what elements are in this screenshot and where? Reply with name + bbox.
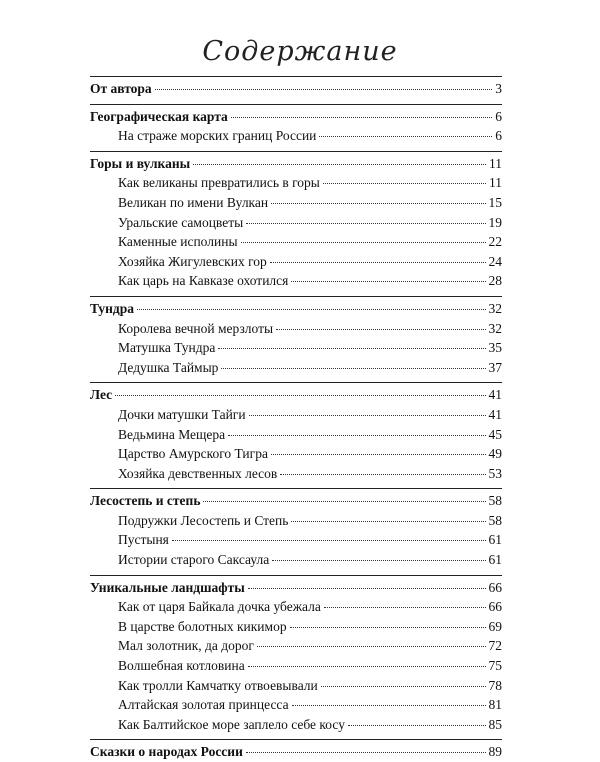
toc-entry-label: Матушка Тундра — [118, 340, 216, 356]
toc-entry — [90, 173, 502, 193]
toc-entry-label: Как царь на Кавказе охотился — [118, 273, 289, 289]
toc-entry-label: Дедушка Таймыр — [118, 359, 219, 375]
toc-entry — [90, 617, 502, 637]
dot-leader — [290, 627, 486, 628]
page-number: 58 — [488, 512, 502, 528]
dot-leader — [272, 560, 485, 561]
toc-entry-label: Каменные исполины — [118, 234, 238, 250]
toc-entry — [90, 252, 502, 272]
toc-entry — [90, 444, 502, 464]
page-title: Содержание — [202, 36, 398, 67]
page-number: 22 — [488, 234, 502, 250]
dot-leader — [348, 725, 486, 726]
toc-section-heading — [90, 107, 502, 127]
dot-leader — [155, 89, 493, 90]
page-number: 66 — [488, 579, 502, 595]
toc-section — [90, 151, 502, 291]
toc-section-heading-label: Уникальные ландшафты — [90, 579, 245, 595]
toc-entry — [90, 213, 502, 233]
toc-entry-label: Алтайская золотая принцесса — [118, 697, 289, 713]
page-number: 81 — [488, 697, 502, 713]
toc-entry — [90, 597, 502, 617]
toc-entry — [90, 656, 502, 676]
dot-leader — [246, 223, 485, 224]
toc-entry — [90, 338, 502, 358]
dot-leader — [193, 164, 486, 165]
dot-leader — [280, 474, 485, 475]
dot-leader — [231, 117, 492, 118]
toc-section — [90, 382, 502, 483]
toc-entry — [90, 319, 502, 339]
toc-section-heading — [90, 299, 502, 319]
toc-section-heading-label: Сказки о народах России — [90, 744, 243, 760]
toc-section-heading-label: Географическая карта — [90, 108, 228, 124]
toc-section — [90, 488, 502, 569]
toc-section — [90, 575, 502, 735]
toc-entry-label: Ведьмина Мещера — [118, 426, 226, 442]
table-of-contents — [90, 76, 502, 762]
toc-entry — [90, 405, 502, 425]
toc-entry — [90, 530, 502, 550]
toc-section — [90, 104, 502, 146]
page-number: 53 — [488, 465, 502, 481]
toc-entry-label: Хозяйка девственных лесов — [118, 465, 278, 481]
toc-section-heading-label: От автора — [90, 81, 152, 96]
dot-leader — [276, 329, 485, 330]
dot-leader — [228, 435, 485, 436]
toc-entry-label: Хозяйка Жигулевских гор — [118, 253, 267, 269]
page-number: 85 — [488, 716, 502, 732]
page-number: 6 — [495, 108, 502, 124]
page-number: 32 — [488, 300, 502, 316]
toc-entry — [90, 425, 502, 445]
page-number: 75 — [488, 658, 502, 674]
toc-section — [90, 739, 502, 762]
toc-section-heading — [90, 491, 502, 511]
toc-entry — [90, 464, 502, 484]
toc-entry-label: Как великаны превратились в горы — [118, 175, 320, 191]
dot-leader — [246, 752, 486, 753]
toc-entry-label: Пустыня — [118, 532, 169, 548]
page-number: 41 — [488, 387, 502, 403]
dot-leader — [241, 242, 486, 243]
toc-entry-label: Волшебная котловина — [118, 658, 245, 674]
dot-leader — [271, 454, 486, 455]
page-number: 6 — [495, 128, 502, 144]
toc-section-heading — [90, 578, 502, 598]
page-number: 41 — [488, 406, 502, 422]
page-number: 28 — [488, 273, 502, 289]
toc-entry — [90, 271, 502, 291]
toc-entry — [90, 511, 502, 531]
toc-entry-label: Великан по имени Вулкан — [118, 194, 269, 210]
toc-section — [90, 296, 502, 377]
toc-entry — [90, 550, 502, 570]
dot-leader — [271, 203, 485, 204]
page-number: 49 — [488, 446, 502, 462]
page-number: 3 — [495, 81, 502, 96]
toc-entry-label: Царство Амурского Тигра — [118, 446, 268, 462]
toc-entry-label: Уральские самоцветы — [118, 214, 244, 230]
page-number: 72 — [488, 638, 502, 654]
toc-entry-label: В царстве болотных кикимор — [118, 618, 287, 634]
dot-leader — [249, 415, 486, 416]
toc-section-heading — [90, 385, 502, 405]
toc-section-heading-label: Лесостепь и степь — [90, 493, 201, 509]
page-number: 24 — [488, 253, 502, 269]
page-number: 58 — [488, 493, 502, 509]
toc-section-heading — [90, 154, 502, 174]
page-number: 66 — [488, 599, 502, 615]
toc-entry — [90, 126, 502, 146]
toc-entry-label: Как тролли Камчатку отвоевывали — [118, 677, 318, 693]
page-number: 11 — [489, 175, 502, 191]
toc-entry-label: Подружки Лесостепь и Степь — [118, 512, 289, 528]
toc-entry-label: Как от царя Байкала дочка убежала — [118, 599, 321, 615]
page-number: 61 — [488, 532, 502, 548]
dot-leader — [321, 686, 486, 687]
toc-section-heading-label: Тундра — [90, 300, 134, 316]
toc-entry-label: Мал золотник, да дорог — [118, 638, 254, 654]
page-number: 32 — [488, 320, 502, 336]
dot-leader — [221, 368, 485, 369]
toc-entry — [90, 636, 502, 656]
page-number: 69 — [488, 618, 502, 634]
toc-section-heading — [90, 742, 502, 762]
dot-leader — [291, 281, 485, 282]
toc-section — [90, 76, 502, 99]
page-number: 78 — [488, 677, 502, 693]
toc-entry-label: Как Балтийское море заплело себе косу — [118, 716, 345, 732]
dot-leader — [203, 501, 485, 502]
page-number: 89 — [488, 744, 502, 760]
page-number: 45 — [488, 426, 502, 442]
toc-entry — [90, 715, 502, 735]
toc-entry-label: На страже морских границ России — [118, 128, 317, 144]
page-number: 19 — [488, 214, 502, 230]
page-number: 37 — [488, 359, 502, 375]
toc-entry-label: Королева вечной мерзлоты — [118, 320, 274, 336]
page-number: 61 — [488, 552, 502, 568]
dot-leader — [172, 540, 486, 541]
page-number: 15 — [488, 194, 502, 210]
toc-entry — [90, 676, 502, 696]
toc-entry — [90, 358, 502, 378]
toc-entry-label: Дочки матушки Тайги — [118, 406, 246, 422]
dot-leader — [115, 395, 485, 396]
page-number: 11 — [489, 155, 502, 171]
dot-leader — [257, 646, 486, 647]
toc-entry — [90, 193, 502, 213]
toc-entry — [90, 232, 502, 252]
dot-leader — [291, 521, 485, 522]
dot-leader — [292, 705, 486, 706]
page-number: 35 — [488, 340, 502, 356]
dot-leader — [137, 309, 486, 310]
toc-section-heading-label: Лес — [90, 387, 113, 403]
toc-entry-label: Истории старого Саксаула — [118, 552, 270, 568]
toc-section-heading — [90, 79, 502, 99]
toc-section-heading-label: Горы и вулканы — [90, 155, 191, 171]
dot-leader — [248, 588, 486, 589]
dot-leader — [323, 183, 486, 184]
dot-leader — [324, 607, 486, 608]
dot-leader — [248, 666, 486, 667]
dot-leader — [270, 262, 486, 263]
dot-leader — [218, 348, 485, 349]
dot-leader — [319, 136, 492, 137]
toc-entry — [90, 695, 502, 715]
